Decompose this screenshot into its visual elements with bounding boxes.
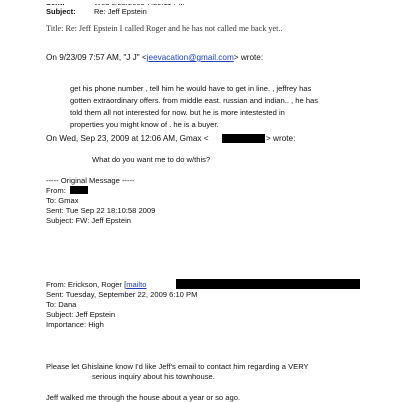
fwd-mailto-link[interactable]: mailto: [126, 280, 147, 289]
page-top-edge: [0, 0, 400, 4]
redaction-box: [70, 186, 88, 194]
msg1-on-line: [46, 53, 263, 62]
msg1-line-2: gotten extraordinary offers. from middle east. russian and indian.. , he has: [70, 96, 319, 105]
original-separator: ----- Original Message -----: [46, 176, 135, 185]
title-line: Title: Re: Jeff Epstein I called Roger and he has not called me back yet..: [46, 24, 283, 33]
msg2-on-suffix: > wrote:: [266, 134, 296, 143]
msg1-line-4: properties you might know of . he is a buyer.: [70, 120, 219, 129]
msg1-on-suffix: > wrote:: [233, 53, 264, 62]
fwd-from-prefix: From: Erickson, Roger [: [46, 280, 127, 289]
msg1-on-prefix: On 9/23/09 7:57 AM, "J J" <: [46, 53, 147, 62]
closing-line-2: serious inquiry about his townhouse.: [92, 372, 215, 381]
subject-label: Subject:: [46, 7, 76, 16]
fwd-sent: Sent: Tuesday, September 22, 2009 6:10 PM: [46, 290, 198, 299]
closing-line-1: Please let Ghislaine know I'd like Jeff's email to contact him regarding a VERY: [46, 362, 309, 371]
original-sent: Sent: Tue Sep 22 18:10:58 2009: [46, 206, 156, 215]
fwd-subject: Subject: Jeff Epstein: [46, 310, 116, 319]
msg1-line-3: told them all not interested for now. but he is more intestested in: [70, 108, 285, 117]
fwd-from-line: [46, 280, 146, 289]
redaction-box: [222, 134, 265, 143]
fwd-to: To: Dana: [46, 300, 77, 309]
closing-line-3: Jeff walked me through the house about a year or so ago.: [46, 393, 241, 402]
msg2-on-prefix: On Wed, Sep 23, 2009 at 12:06 AM, Gmax <: [46, 134, 209, 143]
subject-value: Re: Jeff Epstein: [94, 7, 147, 16]
original-from-label: From:: [46, 186, 66, 195]
redaction-box: [176, 279, 360, 289]
original-subject: Subject: FW: Jeff Epstein: [46, 216, 131, 225]
msg1-email-link[interactable]: jeevacation@gmail.com: [146, 53, 234, 62]
fwd-importance: Importance: High: [46, 320, 104, 329]
msg2-body: What do you want me to do w/this?: [92, 155, 211, 164]
msg1-line-1: get his phone number , tell him he would have to get in line. , jeffrey has: [70, 84, 312, 93]
original-to: To: Gmax: [46, 196, 79, 205]
